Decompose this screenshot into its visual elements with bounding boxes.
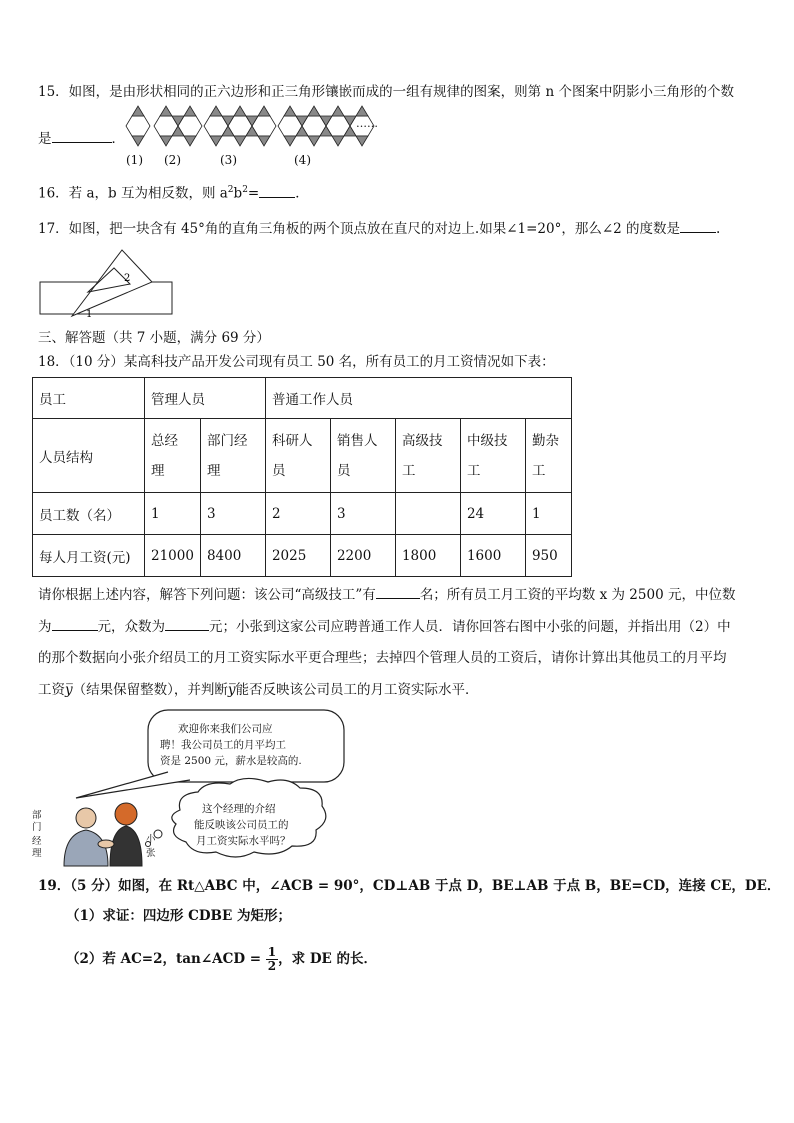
q16-sup1: 2 [227, 185, 234, 195]
q18-ybar-2: y̅ [227, 682, 236, 698]
q15-suffix: ． [111, 131, 125, 147]
q17-text: 17．如图，把一块含有 45°角的直角三角板的两个顶点放在直尺的对边上.如果∠1=20°，那么∠2 的度数是 [38, 221, 681, 237]
q16-answer-blank [259, 183, 295, 198]
table-cell: 管理人员 [145, 378, 266, 419]
q18-para-line3: 的那个数据向小张介绍员工的月工资实际水平更合理些；去掉四个管理人员的工资后，请你计算出其他员工的月平均 [38, 650, 727, 666]
table-cell: 3 [200, 493, 265, 535]
table-cell: 1600 [460, 535, 525, 577]
table-cell: 销售人 员 [330, 419, 395, 493]
table-cell: 2 [265, 493, 330, 535]
table-cell: 950 [525, 535, 571, 577]
table-cell: 2200 [330, 535, 395, 577]
q15-prefix: 是 [38, 131, 52, 147]
table-row [33, 378, 572, 419]
q16-eq: = [247, 185, 260, 202]
table-cell: 总经 理 [145, 419, 201, 493]
q17-line [38, 218, 720, 239]
manager-head [76, 808, 96, 828]
section-3-heading: 三、解答题（共 7 小题，满分 69 分） [38, 330, 270, 346]
q15-label-1: (1) [126, 153, 143, 167]
hexagon-shape [126, 116, 150, 136]
q15-line2 [38, 128, 125, 149]
handshake [98, 840, 114, 848]
q18-para-line2 [38, 616, 731, 637]
table-cell: 中级技 工 [460, 419, 525, 493]
manager-body [64, 830, 108, 866]
q18-p2b: 元，众数为 [97, 619, 165, 635]
q16-line [38, 180, 309, 204]
q18-p1a: 请你根据上述内容，解答下列问题：该公司“高级技工”有 [38, 587, 376, 603]
bubble1-line2: 聘！我公司员工的月平均工 [160, 739, 286, 751]
q18-p4c: 能否反映该公司员工的月工资实际水平． [235, 682, 479, 698]
q15-line1: 15．如图，是由形状相同的正六边形和正三角形镶嵌而成的一组有规律的图案，则第 n 个图案中阴影小三角形的个数 [38, 84, 734, 100]
shaded-triangle [132, 106, 144, 116]
zhang-body [110, 826, 142, 866]
table-cell: 21000 [145, 535, 201, 577]
table-cell: 普通工作人员 [265, 378, 571, 419]
q15-label-2: (2) [164, 153, 181, 167]
q18-p4a: 工资 [38, 682, 65, 698]
q18-p1b: 名；所有员工月工资的平均数 x 为 2500 元，中位数 [419, 587, 736, 603]
table-row [33, 535, 572, 577]
bubble2-line3: 月工资实际水平吗？ [196, 835, 291, 847]
table-cell: 科研人 员 [265, 419, 330, 493]
table-cell: 8400 [200, 535, 265, 577]
bubble2-line1: 这个经理的介绍 [202, 803, 276, 815]
fraction-denominator: 2 [267, 959, 277, 973]
table-cell: 员工数（名） [33, 493, 145, 535]
set-square-outer [72, 250, 152, 316]
table-cell: 每人月工资(元) [33, 535, 145, 577]
speech-bubble-tail [76, 772, 190, 798]
q19-part2b: ，求 DE 的长． [278, 951, 378, 967]
manager-label-char: 门 [32, 822, 42, 833]
q15-answer-blank [52, 128, 112, 143]
q18-intro: 18．（10 分）某高科技产品开发公司现有员工 50 名，所有员工的月工资情况如下表： [38, 354, 555, 370]
q17-answer-blank [680, 218, 716, 233]
table-cell: 高级技 工 [395, 419, 460, 493]
q18-blank-mode [165, 616, 209, 631]
manager-label-char: 理 [32, 848, 42, 859]
q15-label-4: (4) [294, 153, 311, 167]
q16-prefix: 16．若 a，b 互为相反数，则 a [38, 185, 228, 202]
angle-label-1: 1 [86, 309, 93, 320]
salary-table [32, 377, 572, 577]
table-cell: 1 [145, 493, 201, 535]
q18-ybar-1: y̅ [65, 682, 73, 698]
q18-blank-median [52, 616, 98, 631]
angle-label-2: 2 [124, 273, 131, 284]
q17-suffix: . [716, 221, 721, 237]
table-cell: 部门经 理 [200, 419, 265, 493]
shaded-triangle [132, 136, 144, 146]
table-cell: 人员结构 [33, 419, 145, 493]
table-cell: 勤杂 工 [525, 419, 571, 493]
q15-label-3: (3) [220, 153, 237, 167]
bubble1-line1: 欢迎你来我们公司应 [178, 723, 273, 735]
zhang-head [115, 803, 137, 825]
q17-ruler-triangle-figure [38, 246, 178, 320]
q18-para-line1 [38, 584, 735, 605]
q15-hexagon-pattern-figure [118, 104, 378, 172]
q19-fraction [266, 946, 278, 973]
manager-label-char: 部 [32, 810, 42, 821]
q19-part2 [66, 944, 377, 974]
table-cell: 3 [330, 493, 395, 535]
table-cell: 员工 [33, 378, 145, 419]
q18-p2a: 为 [38, 619, 52, 635]
bubble1-line3: 资是 2500 元，薪水是较高的. [160, 755, 302, 767]
table-cell: 1800 [395, 535, 460, 577]
manager-label-char: 经 [32, 836, 42, 847]
table-row [33, 419, 572, 493]
q18-p2c: 元；小张到这家公司应聘普通工作人员．请你回答右图中小张的问题，并指出用（2）中 [209, 619, 731, 635]
fraction-numerator: 1 [267, 945, 277, 959]
zhang-label-char: 张 [146, 848, 156, 859]
q18-p4b: （结果保留整数），并判断 [72, 682, 228, 698]
q16-suffix: ． [295, 185, 309, 202]
table-cell: 2025 [265, 535, 330, 577]
q16-mid: b [233, 185, 243, 202]
q16-sup2: 2 [242, 185, 248, 195]
table-row [33, 493, 572, 535]
q18-cartoon-illustration [30, 706, 350, 868]
table-cell: 24 [460, 493, 525, 535]
table-cell: 1 [525, 493, 571, 535]
q18-para-line4 [38, 680, 479, 700]
zhang-label-char: 小 [146, 834, 156, 845]
q19-line1: 19．（5 分）如图，在 Rt△ABC 中，∠ACB = 90°，CD⊥AB 于点 D，BE⊥AB 于点 B，BE=CD，连接 CE，DE． [38, 878, 781, 894]
bubble2-line2: 能反映该公司员工的 [194, 819, 289, 831]
q19-part2a: （2）若 AC=2，tan∠ACD = [66, 951, 262, 967]
q18-blank-senior-workers [376, 584, 420, 599]
q15-ellipsis: …… [356, 117, 378, 130]
table-cell [395, 493, 460, 535]
q19-part1: （1）求证：四边形 CDBE 为矩形； [66, 908, 291, 924]
